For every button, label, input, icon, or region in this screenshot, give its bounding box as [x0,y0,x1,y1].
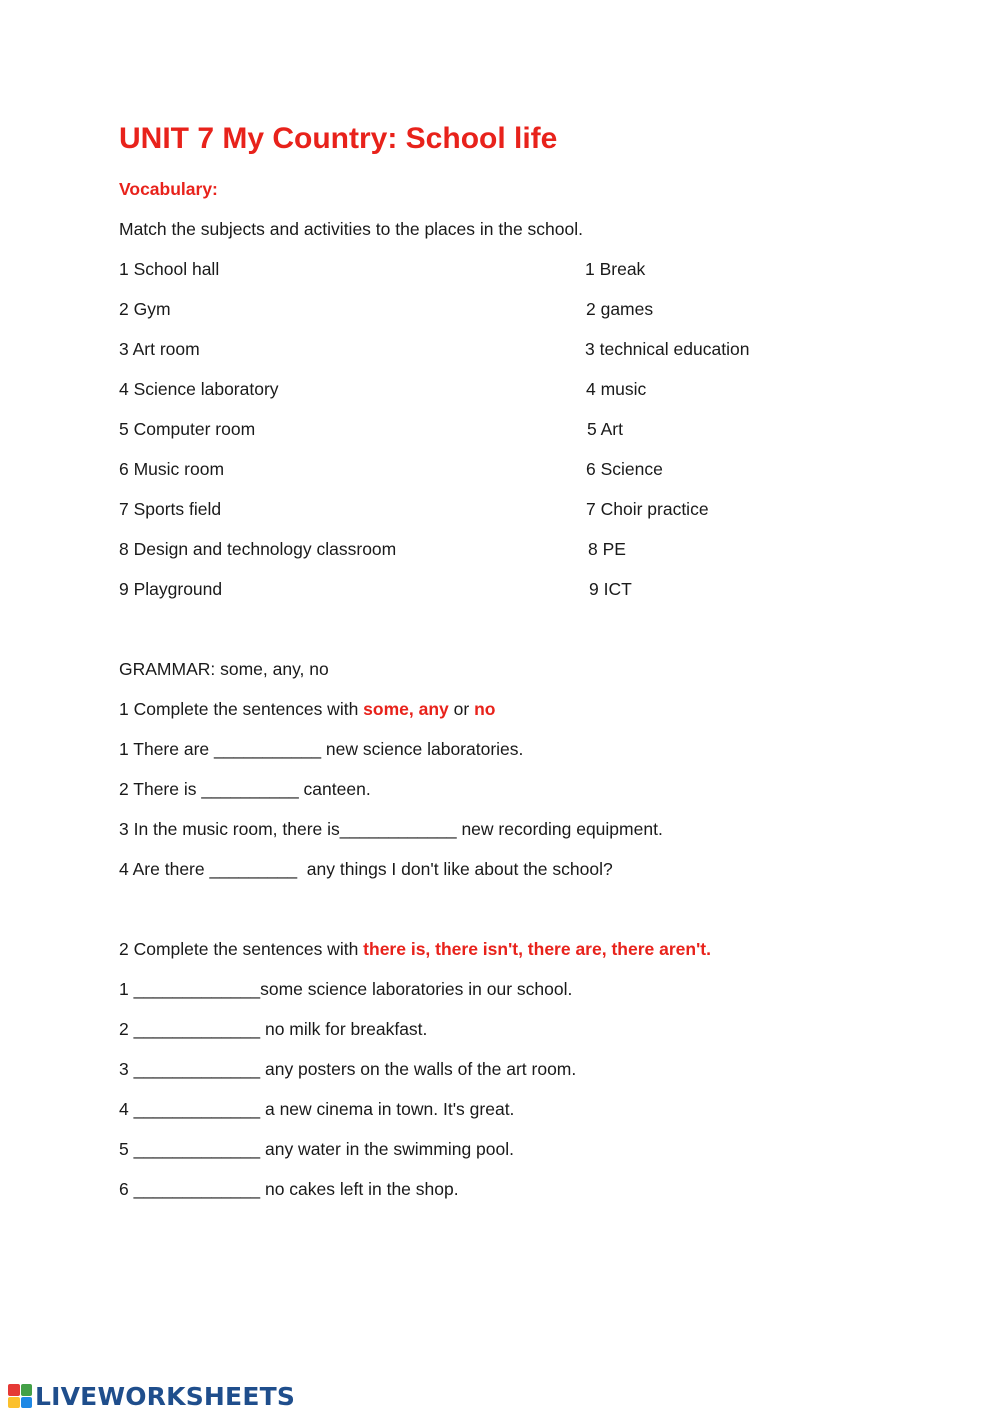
exercise1-sentence: 4 Are there _________ any things I don't like about the school? [119,859,613,879]
place-item: 8 Design and technology classroom [119,539,397,559]
exercise1-highlight-some-any: some, any [363,699,449,719]
logo-square-blue [21,1397,33,1409]
exercise1-sentence: 1 There are ___________ new science laboratories. [119,739,524,759]
logo-square-yellow [8,1397,20,1409]
activity-item: 2 games [586,299,654,319]
exercise2-instruction [119,938,711,960]
activity-item: 5 Art [587,419,623,439]
exercise2-sentence: 1 _____________some science laboratories in our school. [119,979,573,999]
place-item: 4 Science laboratory [119,379,279,399]
activity-item: 4 music [586,379,647,399]
activity-item: 6 Science [586,459,663,479]
activity-item: 7 Choir practice [586,499,709,519]
logo-text: LIVEWORKSHEETS [35,1381,296,1411]
place-item: 6 Music room [119,459,225,479]
activity-item: 1 Break [585,259,646,279]
liveworksheets-logo[interactable] [8,1382,295,1410]
exercise2-prefix: 2 Complete the sentences with [119,939,364,959]
exercise1-prefix: 1 Complete the sentences with [119,699,364,719]
exercise2-sentence: 4 _____________ a new cinema in town. It's great. [119,1099,515,1119]
place-item: 3 Art room [119,339,200,359]
exercise1-sentence: 2 There is __________ canteen. [119,779,371,799]
logo-square-red [8,1384,20,1396]
liveworksheets-logo-icon [8,1384,32,1408]
exercise2-highlight: there is, there isn't, there are, there aren't. [363,939,711,959]
vocabulary-instruction: Match the subjects and activities to the places in the school. [119,219,584,239]
activity-item: 9 ICT [589,579,632,599]
logo-square-green [21,1384,33,1396]
exercise2-sentence: 2 _____________ no milk for breakfast. [119,1019,428,1039]
place-item: 9 Playground [119,579,223,599]
place-item: 5 Computer room [119,419,256,439]
exercise1-middle: or [448,699,475,719]
activity-item: 3 technical education [585,339,750,359]
activity-item: 8 PE [588,539,626,559]
page-title: UNIT 7 My Country: School life [119,122,558,155]
place-item: 2 Gym [119,299,171,319]
exercise2-sentence: 5 _____________ any water in the swimming pool. [119,1139,514,1159]
exercise2-sentence: 6 _____________ no cakes left in the shop. [119,1179,459,1199]
exercise1-highlight-no: no [474,699,496,719]
exercise1-sentence: 3 In the music room, there is____________ new recording equipment. [119,819,663,839]
grammar-heading: GRAMMAR: some, any, no [119,659,329,679]
exercise2-sentence: 3 _____________ any posters on the walls of the art room. [119,1059,577,1079]
place-item: 1 School hall [119,259,220,279]
place-item: 7 Sports field [119,499,222,519]
exercise1-instruction [119,698,495,720]
vocabulary-heading: Vocabulary: [119,179,218,199]
